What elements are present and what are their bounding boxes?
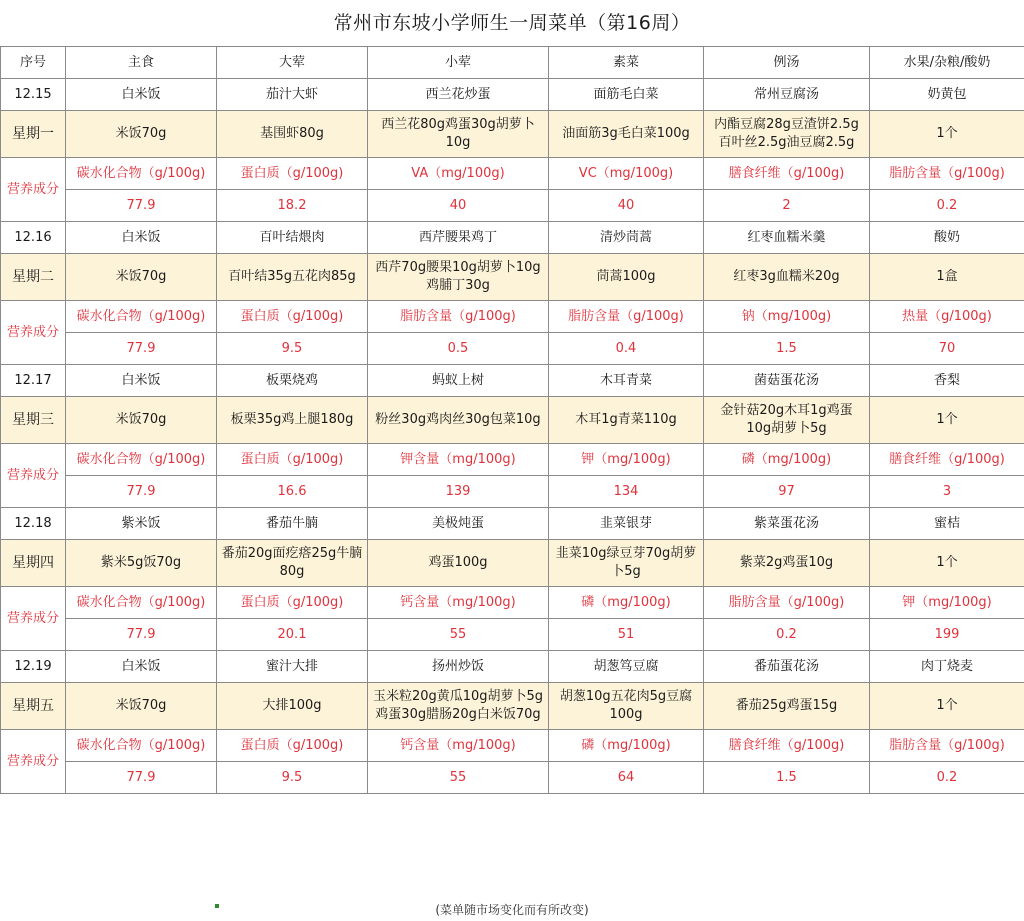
date-row: [1, 222, 1024, 254]
nutrient-value-cell: 0.2: [870, 190, 1024, 222]
nutrient-name-cell: 碳水化合物（g/100g): [66, 730, 217, 762]
nutrient-value-cell: 0.2: [870, 762, 1024, 794]
ingredient-cell: 1盒: [870, 254, 1024, 301]
nutrient-value-cell: 70: [870, 333, 1024, 365]
date-cell: 12.18: [1, 508, 66, 540]
ingredient-cell: 米饭70g: [66, 397, 217, 444]
nutrient-name-row: [1, 158, 1024, 190]
header-cell-index: 序号: [1, 47, 66, 79]
nutrient-name-cell: 碳水化合物（g/100g): [66, 587, 217, 619]
ingredient-cell: 红枣3g血糯米20g: [704, 254, 870, 301]
nutrient-value-row: [1, 190, 1024, 222]
nutrient-value-cell: 64: [549, 762, 704, 794]
nutrient-value-cell: 97: [704, 476, 870, 508]
dish-name-cell: 百叶结煨肉: [217, 222, 368, 254]
nutrient-value-cell: 77.9: [66, 619, 217, 651]
date-cell: 12.19: [1, 651, 66, 683]
dish-name-cell: 美极炖蛋: [368, 508, 549, 540]
dish-name-cell: 酸奶: [870, 222, 1024, 254]
nutrient-value-cell: 40: [549, 190, 704, 222]
ingredient-cell: 大排100g: [217, 683, 368, 730]
nutrient-name-cell: 膳食纤维（g/100g): [704, 158, 870, 190]
ingredient-cell: 茼蒿100g: [549, 254, 704, 301]
ingredient-cell: 内酯豆腐28g豆渣饼2.5g百叶丝2.5g油豆腐2.5g: [704, 111, 870, 158]
ingredient-cell: 金针菇20g木耳1g鸡蛋10g胡萝卜5g: [704, 397, 870, 444]
nutrient-value-cell: 18.2: [217, 190, 368, 222]
nutrient-value-cell: 77.9: [66, 476, 217, 508]
menu-table: [0, 46, 1024, 794]
nutrient-name-cell: 膳食纤维（g/100g): [704, 730, 870, 762]
nutrient-value-cell: 139: [368, 476, 549, 508]
ingredient-row: [1, 683, 1024, 730]
nutrient-value-row: [1, 762, 1024, 794]
dish-name-cell: 韭菜银芽: [549, 508, 704, 540]
ingredient-cell: 油面筋3g毛白菜100g: [549, 111, 704, 158]
nutrient-name-cell: 钙含量（mg/100g): [368, 587, 549, 619]
ingredient-cell: 1个: [870, 540, 1024, 587]
date-cell: 12.15: [1, 79, 66, 111]
ingredient-cell: 米饭70g: [66, 111, 217, 158]
nutrition-label-cell: 营养成分: [1, 587, 66, 651]
dish-name-cell: 面筋毛白菜: [549, 79, 704, 111]
ingredient-row: [1, 111, 1024, 158]
nutrition-label-cell: 营养成分: [1, 158, 66, 222]
dish-name-cell: 红枣血糯米羹: [704, 222, 870, 254]
nutrient-value-cell: 51: [549, 619, 704, 651]
nutrient-name-cell: 钙含量（mg/100g): [368, 730, 549, 762]
nutrient-name-row: [1, 444, 1024, 476]
weekday-cell: 星期一: [1, 111, 66, 158]
date-row: [1, 365, 1024, 397]
nutrient-value-cell: 1.5: [704, 333, 870, 365]
header-cell-soup: 例汤: [704, 47, 870, 79]
dish-name-cell: 板栗烧鸡: [217, 365, 368, 397]
nutrient-value-cell: 0.4: [549, 333, 704, 365]
nutrient-name-cell: VC（mg/100g): [549, 158, 704, 190]
ingredient-cell: 韭菜10g绿豆芽70g胡萝卜5g: [549, 540, 704, 587]
nutrient-value-cell: 77.9: [66, 762, 217, 794]
nutrient-name-row: [1, 587, 1024, 619]
dish-name-cell: 蜜汁大排: [217, 651, 368, 683]
ingredient-cell: 木耳1g青菜110g: [549, 397, 704, 444]
nutrition-label-cell: 营养成分: [1, 301, 66, 365]
ingredient-cell: 1个: [870, 397, 1024, 444]
ingredient-cell: 番茄25g鸡蛋15g: [704, 683, 870, 730]
dish-name-cell: 木耳青菜: [549, 365, 704, 397]
nutrient-name-cell: 脂肪含量（g/100g): [368, 301, 549, 333]
nutrient-name-cell: VA（mg/100g): [368, 158, 549, 190]
date-row: [1, 508, 1024, 540]
nutrient-name-row: [1, 301, 1024, 333]
dish-name-cell: 香梨: [870, 365, 1024, 397]
nutrition-label-cell: 营养成分: [1, 730, 66, 794]
dish-name-cell: 白米饭: [66, 222, 217, 254]
nutrient-name-cell: 脂肪含量（g/100g): [549, 301, 704, 333]
nutrient-name-cell: 钠（mg/100g): [704, 301, 870, 333]
ingredient-cell: 紫菜2g鸡蛋10g: [704, 540, 870, 587]
nutrient-value-cell: 9.5: [217, 333, 368, 365]
nutrient-value-cell: 9.5: [217, 762, 368, 794]
ingredient-cell: 基围虾80g: [217, 111, 368, 158]
dish-name-cell: 扬州炒饭: [368, 651, 549, 683]
header-cell-staple: 主食: [66, 47, 217, 79]
date-row: [1, 79, 1024, 111]
nutrient-value-cell: 0.5: [368, 333, 549, 365]
ingredient-cell: 西芹70g腰果10g胡萝卜10g鸡脯丁30g: [368, 254, 549, 301]
dish-name-cell: 番茄蛋花汤: [704, 651, 870, 683]
nutrient-value-cell: 199: [870, 619, 1024, 651]
nutrient-value-cell: 40: [368, 190, 549, 222]
nutrient-name-cell: 钾含量（mg/100g): [368, 444, 549, 476]
ingredient-cell: 鸡蛋100g: [368, 540, 549, 587]
dish-name-cell: 茄汁大虾: [217, 79, 368, 111]
nutrient-value-row: [1, 619, 1024, 651]
nutrient-name-cell: 热量（g/100g): [870, 301, 1024, 333]
nutrient-value-cell: 134: [549, 476, 704, 508]
nutrient-value-cell: 55: [368, 619, 549, 651]
ingredient-cell: 1个: [870, 111, 1024, 158]
ingredient-cell: 1个: [870, 683, 1024, 730]
dish-name-cell: 紫米饭: [66, 508, 217, 540]
nutrient-name-cell: 碳水化合物（g/100g): [66, 301, 217, 333]
nutrient-name-cell: 脂肪含量（g/100g): [870, 730, 1024, 762]
header-cell-main-meat: 大荤: [217, 47, 368, 79]
nutrient-value-cell: 1.5: [704, 762, 870, 794]
nutrient-name-cell: 碳水化合物（g/100g): [66, 158, 217, 190]
nutrient-name-cell: 蛋白质（g/100g): [217, 730, 368, 762]
ingredient-cell: 米饭70g: [66, 683, 217, 730]
ingredient-cell: 番茄20g面疙瘩25g牛腩80g: [217, 540, 368, 587]
dish-name-cell: 奶黄包: [870, 79, 1024, 111]
nutrient-value-cell: 20.1: [217, 619, 368, 651]
nutrient-name-cell: 蛋白质（g/100g): [217, 444, 368, 476]
header-cell-fruit: 水果/杂粮/酸奶: [870, 47, 1024, 79]
nutrient-value-cell: 77.9: [66, 333, 217, 365]
nutrient-name-cell: 脂肪含量（g/100g): [870, 158, 1024, 190]
dish-name-cell: 清炒茼蒿: [549, 222, 704, 254]
nutrient-value-row: [1, 333, 1024, 365]
nutrient-value-cell: 55: [368, 762, 549, 794]
nutrient-value-cell: 0.2: [704, 619, 870, 651]
nutrient-name-cell: 钾（mg/100g): [870, 587, 1024, 619]
dish-name-cell: 蚂蚁上树: [368, 365, 549, 397]
dish-name-cell: 西兰花炒蛋: [368, 79, 549, 111]
nutrient-name-cell: 膳食纤维（g/100g): [870, 444, 1024, 476]
dish-name-cell: 紫菜蛋花汤: [704, 508, 870, 540]
nutrient-value-row: [1, 476, 1024, 508]
ingredient-cell: 粉丝30g鸡肉丝30g包菜10g: [368, 397, 549, 444]
menu-footnote: (菜单随市场变化而有所改变): [435, 903, 589, 917]
weekday-cell: 星期五: [1, 683, 66, 730]
nutrient-name-cell: 脂肪含量（g/100g): [704, 587, 870, 619]
page-title: 常州市东坡小学师生一周菜单（第16周）: [333, 12, 691, 34]
dish-name-cell: 常州豆腐汤: [704, 79, 870, 111]
nutrient-value-cell: 3: [870, 476, 1024, 508]
weekday-cell: 星期四: [1, 540, 66, 587]
nutrient-value-cell: 16.6: [217, 476, 368, 508]
date-row: [1, 651, 1024, 683]
ingredient-cell: 紫米5g饭70g: [66, 540, 217, 587]
nutrient-name-cell: 蛋白质（g/100g): [217, 301, 368, 333]
dish-name-cell: 番茄牛腩: [217, 508, 368, 540]
dish-name-cell: 白米饭: [66, 79, 217, 111]
header-row: [1, 47, 1024, 79]
weekday-cell: 星期二: [1, 254, 66, 301]
nutrient-name-cell: 磷（mg/100g): [549, 730, 704, 762]
nutrient-value-cell: 2: [704, 190, 870, 222]
dish-name-cell: 白米饭: [66, 651, 217, 683]
ingredient-row: [1, 540, 1024, 587]
nutrient-name-cell: 蛋白质（g/100g): [217, 158, 368, 190]
date-cell: 12.16: [1, 222, 66, 254]
ingredient-row: [1, 397, 1024, 444]
ingredient-cell: 西兰花80g鸡蛋30g胡萝卜10g: [368, 111, 549, 158]
ingredient-row: [1, 254, 1024, 301]
weekday-cell: 星期三: [1, 397, 66, 444]
header-cell-side-meat: 小荤: [368, 47, 549, 79]
dish-name-cell: 蜜桔: [870, 508, 1024, 540]
nutrition-label-cell: 营养成分: [1, 444, 66, 508]
dish-name-cell: 白米饭: [66, 365, 217, 397]
dish-name-cell: 胡葱笃豆腐: [549, 651, 704, 683]
nutrient-name-cell: 蛋白质（g/100g): [217, 587, 368, 619]
ingredient-cell: 板栗35g鸡上腿180g: [217, 397, 368, 444]
dish-name-cell: 西芹腰果鸡丁: [368, 222, 549, 254]
ingredient-cell: 胡葱10g五花肉5g豆腐100g: [549, 683, 704, 730]
nutrient-value-cell: 77.9: [66, 190, 217, 222]
header-cell-vegetable: 素菜: [549, 47, 704, 79]
date-cell: 12.17: [1, 365, 66, 397]
ingredient-cell: 百叶结35g五花肉85g: [217, 254, 368, 301]
ingredient-cell: 玉米粒20g黄瓜10g胡萝卜5g鸡蛋30g腊肠20g白米饭70g: [368, 683, 549, 730]
nutrient-name-cell: 磷（mg/100g): [549, 587, 704, 619]
nutrient-name-cell: 碳水化合物（g/100g): [66, 444, 217, 476]
dish-name-cell: 肉丁烧麦: [870, 651, 1024, 683]
nutrient-name-row: [1, 730, 1024, 762]
ingredient-cell: 米饭70g: [66, 254, 217, 301]
nutrient-name-cell: 钾（mg/100g): [549, 444, 704, 476]
dish-name-cell: 菌菇蛋花汤: [704, 365, 870, 397]
nutrient-name-cell: 磷（mg/100g): [704, 444, 870, 476]
